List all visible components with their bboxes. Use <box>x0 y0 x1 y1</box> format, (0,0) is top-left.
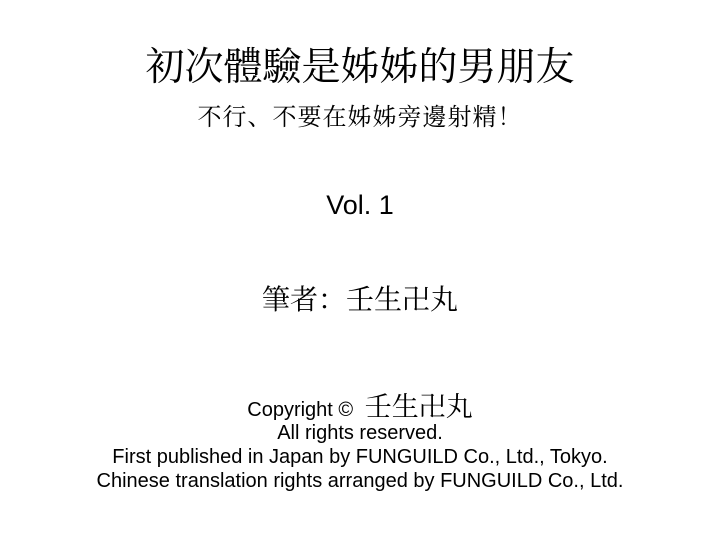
copyright-prefix: Copyright © <box>247 399 354 421</box>
book-subtitle: 不行、不要在姊姊旁邊射精！ <box>197 104 523 131</box>
copyright-block <box>0 394 720 493</box>
copyright-line <box>0 394 720 421</box>
book-title: 初次體驗是姊姊的男朋友 <box>145 46 575 89</box>
first-published-line: First published in Japan by FUNGUILD Co., Ltd., Tokyo. <box>112 446 608 468</box>
author-line: 筆者：壬生卍丸 <box>261 284 458 315</box>
rights-reserved-line: All rights reserved. <box>277 422 443 444</box>
volume-label: Vol. 1 <box>326 190 394 220</box>
copyright-holder-name: 壬生卍丸 <box>364 392 473 422</box>
translation-rights-line: Chinese translation rights arranged by FUNGUILD Co., Ltd. <box>96 470 624 492</box>
